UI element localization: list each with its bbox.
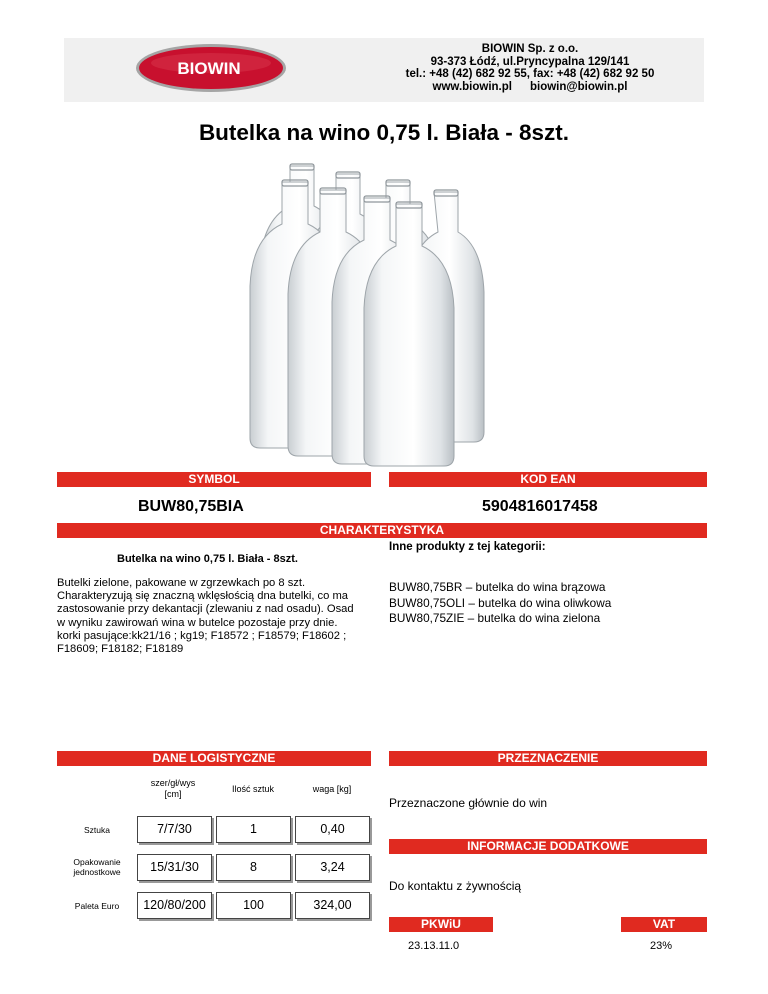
logo-text: BIOWIN: [177, 59, 241, 78]
other-products-list: [389, 580, 611, 627]
page-title: Butelka na wino 0,75 l. Biała - 8szt.: [198, 120, 570, 145]
cell-dims-piece: 7/7/30: [137, 816, 212, 843]
company-info: [370, 43, 690, 93]
ean-value: 5904816017458: [482, 498, 598, 515]
company-name: BIOWIN Sp. z o.o.: [481, 43, 579, 55]
description-title: Butelka na wino 0,75 l. Biała - 8szt.: [117, 553, 298, 565]
additional-info-text: Do kontaktu z żywnością: [389, 879, 522, 893]
additional-info-header: INFORMACJE DODATKOWE: [389, 839, 707, 854]
cell-dims-package: 15/31/30: [137, 854, 212, 881]
other-product-item[interactable]: BUW80,75ZIE – butelka do wina zielona: [389, 611, 601, 625]
other-products-label: Inne produkty z tej kategorii:: [389, 541, 546, 553]
pkwiu-value: 23.13.11.0: [408, 940, 460, 952]
ean-header: KOD EAN: [389, 472, 707, 487]
cell-weight-package: 3,24: [295, 854, 370, 881]
cell-qty-piece: 1: [216, 816, 291, 843]
cell-qty-package: 8: [216, 854, 291, 881]
col-weight: waga [kg]: [312, 784, 352, 794]
cell-qty-pallet: 100: [216, 892, 291, 919]
other-product-item[interactable]: BUW80,75OLI – butelka do wina oliwkowa: [389, 595, 612, 610]
cell-weight-piece: 0,40: [295, 816, 370, 843]
characteristics-header: CHARAKTERYSTYKA: [57, 523, 707, 538]
purpose-text: Przeznaczone głównie do win: [389, 796, 548, 810]
company-website[interactable]: www.biowin.pl: [432, 80, 512, 93]
logistics-header: DANE LOGISTYCZNE: [57, 751, 371, 766]
symbol-header: SYMBOL: [57, 472, 371, 487]
vat-value: 23%: [650, 940, 673, 952]
cell-weight-pallet: 324,00: [295, 892, 370, 919]
pkwiu-header: PKWiU: [389, 917, 493, 932]
row-label-unit-package: Opakowanie jednostkowe: [73, 857, 121, 877]
product-description: Butelki zielone, pakowane w zgrzewkach po 8 szt. Charakteryzują się znaczną wklęsłością dna butelki, co ma zastosowanie przy dekantacji (zlewaniu z nad osadu). Osad w wyniku zawirowań wina w butelce pozostaje przy dnie. korki pasujące:kk21/16 ; kg19; F18572 ; F18579; F18602 ; F18609; F18182; F18189: [57, 577, 354, 656]
symbol-value: BUW80,75BIA: [138, 498, 244, 515]
row-label-piece: Sztuka: [84, 825, 110, 835]
vat-header: VAT: [621, 917, 707, 932]
company-email[interactable]: biowin@biowin.pl: [529, 80, 628, 93]
other-product-item[interactable]: BUW80,75BR – butelka do wina brązowa: [389, 580, 606, 594]
col-dimensions: szer/gł/wys [cm]: [150, 778, 196, 799]
company-address: 93-373 Łódź, ul.Pryncypalna 129/141: [430, 55, 630, 68]
row-label-pallet: Paleta Euro: [74, 901, 120, 911]
company-phone: tel.: +48 (42) 682 92 55, fax: +48 (42) 682 92 50: [405, 68, 655, 80]
product-photo: [200, 162, 500, 470]
col-quantity: Ilość sztuk: [231, 784, 274, 794]
biowin-logo: [135, 43, 287, 93]
cell-dims-pallet: 120/80/200: [137, 892, 212, 919]
purpose-header: PRZEZNACZENIE: [389, 751, 707, 766]
